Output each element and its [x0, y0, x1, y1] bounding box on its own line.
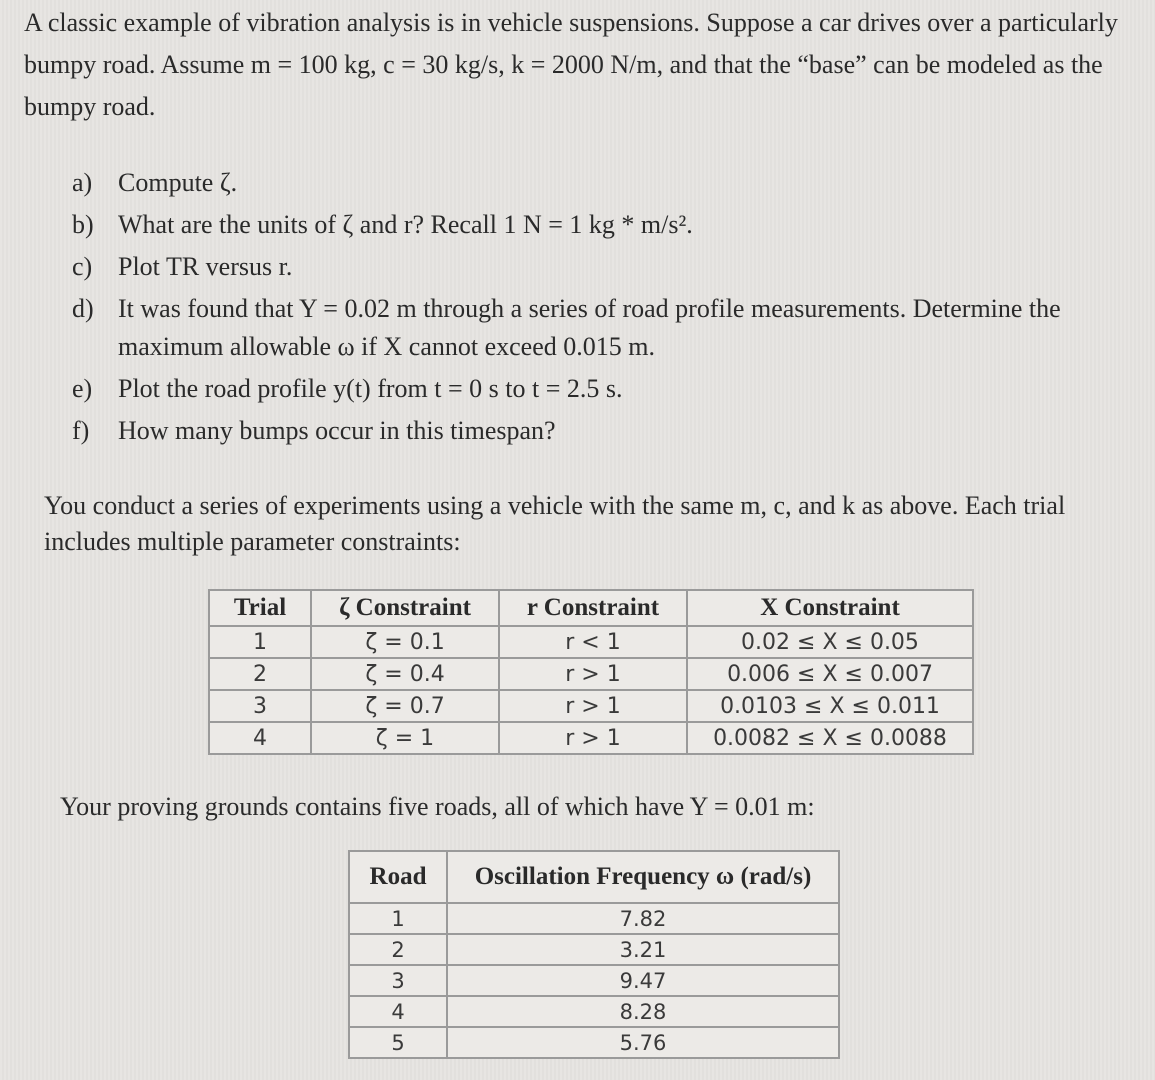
- trial-cell: 3: [209, 690, 311, 722]
- table-row: [209, 658, 973, 690]
- table-row: [349, 934, 839, 965]
- table-row: [349, 1027, 839, 1058]
- question-f: [72, 412, 1142, 450]
- trial-constraints-table: [208, 589, 974, 755]
- road-cell: 1: [349, 903, 447, 934]
- question-text: It was found that Y = 0.02 m through a series of road profile measurements. Determine the maximum allowable ω if X cannot exceed 0.015 m.: [118, 294, 1061, 361]
- question-c: [72, 248, 1142, 286]
- r-cell: r < 1: [499, 626, 687, 658]
- intro-paragraph: A classic example of vibration analysis is in vehicle suspensions. Suppose a car drives over a particularly bumpy road. Assume m = 100 kg, c = 30 kg/s, k = 2000 N/m, and that the “base” can be modeled as the bumpy road.: [24, 8, 1118, 121]
- question-b: [72, 206, 1142, 244]
- header-road: Road: [349, 851, 447, 903]
- x-cell: 0.0103 ≤ X ≤ 0.011: [687, 690, 973, 722]
- zeta-cell: ζ = 0.7: [311, 690, 499, 722]
- road-cell: 5: [349, 1027, 447, 1058]
- table-row: [349, 996, 839, 1027]
- frequency-cell: 7.82: [447, 903, 839, 934]
- question-text: Plot the road profile y(t) from t = 0 s to t = 2.5 s.: [118, 374, 623, 403]
- trial-cell: 1: [209, 626, 311, 658]
- question-text: How many bumps occur in this timespan?: [118, 416, 556, 445]
- header-r-constraint: r Constraint: [499, 590, 687, 626]
- table-row: [349, 965, 839, 996]
- road-frequency-table: [348, 850, 840, 1059]
- trial-cell: 4: [209, 722, 311, 754]
- table-row: [209, 690, 973, 722]
- question-list: [72, 164, 1142, 454]
- table-row: [349, 903, 839, 934]
- table-header-row: [349, 851, 839, 903]
- road-cell: 4: [349, 996, 447, 1027]
- header-frequency: Oscillation Frequency ω (rad/s): [447, 851, 839, 903]
- table-row: [209, 722, 973, 754]
- question-label: a): [72, 168, 93, 197]
- r-cell: r > 1: [499, 658, 687, 690]
- x-cell: 0.02 ≤ X ≤ 0.05: [687, 626, 973, 658]
- zeta-cell: ζ = 1: [311, 722, 499, 754]
- table-row: [209, 626, 973, 658]
- question-label: e): [72, 374, 93, 403]
- question-text: What are the units of ζ and r? Recall 1 N = 1 kg * m/s².: [118, 210, 693, 239]
- header-x-constraint: X Constraint: [687, 590, 973, 626]
- frequency-cell: 5.76: [447, 1027, 839, 1058]
- question-e: [72, 370, 1142, 408]
- frequency-cell: 9.47: [447, 965, 839, 996]
- x-cell: 0.0082 ≤ X ≤ 0.0088: [687, 722, 973, 754]
- header-zeta-constraint: ζ Constraint: [311, 590, 499, 626]
- r-cell: r > 1: [499, 690, 687, 722]
- experiments-paragraph: You conduct a series of experiments using a vehicle with the same m, c, and k as above. Each trial includes multiple parameter constraints:: [44, 491, 1066, 556]
- question-label: c): [72, 252, 93, 281]
- proving-grounds-paragraph: Your proving grounds contains five roads, all of which have Y = 0.01 m:: [60, 792, 815, 821]
- trial-cell: 2: [209, 658, 311, 690]
- question-d: [72, 290, 1142, 366]
- frequency-cell: 3.21: [447, 934, 839, 965]
- table-header-row: [209, 590, 973, 626]
- frequency-cell: 8.28: [447, 996, 839, 1027]
- header-trial: Trial: [209, 590, 311, 626]
- road-cell: 3: [349, 965, 447, 996]
- question-text: Compute ζ.: [118, 168, 238, 197]
- question-label: f): [72, 416, 90, 445]
- x-cell: 0.006 ≤ X ≤ 0.007: [687, 658, 973, 690]
- zeta-cell: ζ = 0.4: [311, 658, 499, 690]
- question-text: Plot TR versus r.: [118, 252, 293, 281]
- question-label: d): [72, 294, 94, 323]
- question-label: b): [72, 210, 94, 239]
- r-cell: r > 1: [499, 722, 687, 754]
- question-a: [72, 164, 1142, 202]
- zeta-cell: ζ = 0.1: [311, 626, 499, 658]
- road-cell: 2: [349, 934, 447, 965]
